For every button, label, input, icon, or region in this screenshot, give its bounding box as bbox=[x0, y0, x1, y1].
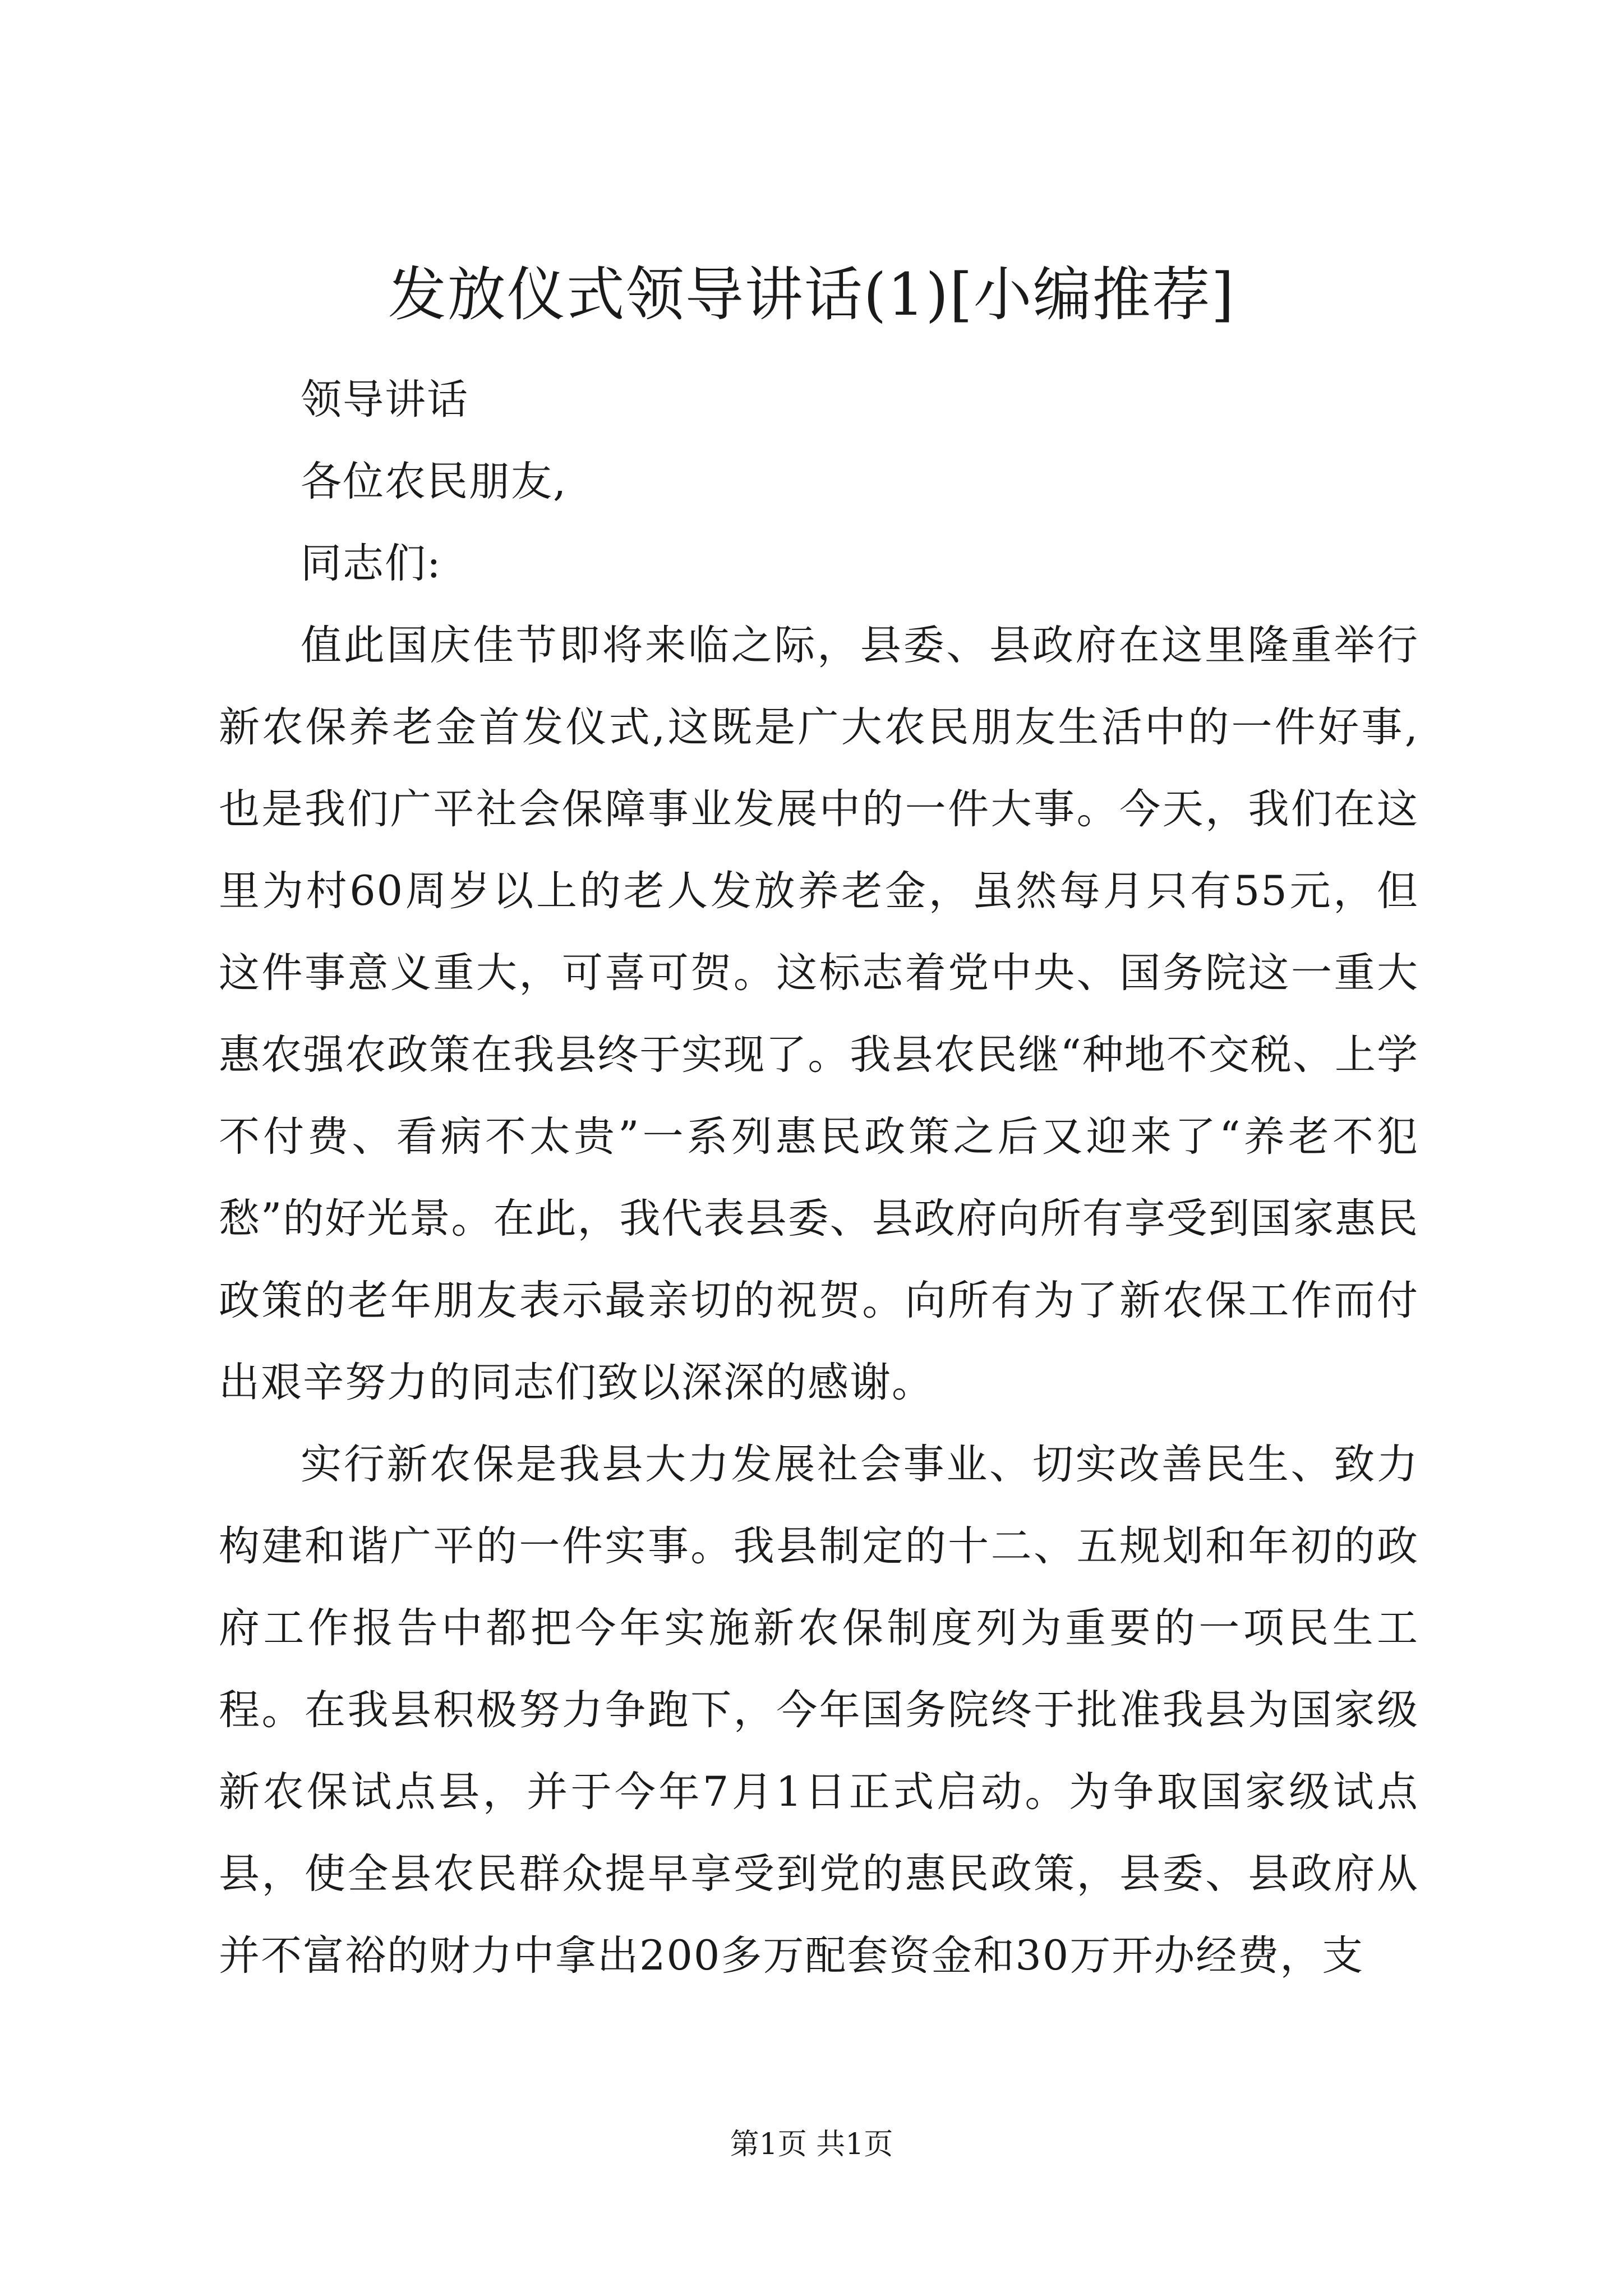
paragraph-salutation: 各位农民朋友, bbox=[301, 458, 568, 505]
document-title: 发放仪式领导讲话(1)[小编推荐] bbox=[388, 260, 1235, 329]
paragraph-heading: 领导讲话 bbox=[301, 376, 469, 424]
paragraph-body-2: 实行新农保是我县大力发展社会事业、切实改善民生、致力构建和谐广平的一件实事。我县制定的十二、五规划和年初的政府工作报告中都把今年实施新农保制度列为重要的一项民生工程。在我县积极努力争跑下，今年国务院终于批准我县为国家级新农保试点县，并于今年7月1日正式启动。为争取国家级试点县，使全县农民群众提早享受到党的惠民政策，县委、县政府从并不富裕的财力中拿出200多万配套资金和30万开办经费，支 bbox=[219, 1441, 1419, 1980]
paragraph-body-1: 值此国庆佳节即将来临之际，县委、县政府在这里隆重举行新农保养老金首发仪式,这既是广大农民朋友生活中的一件好事,也是我们广平社会保障事业发展中的一件大事。今天，我们在这里为村60周岁以上的老人发放养老金，虽然每月只有55元，但这件事意义重大，可喜可贺。这标志着党中央、国务院这一重大惠农强农政策在我县终于实现了。我县农民继“种地不交税、上学不付费、看病不太贵”一系列惠民政策之后又迎来了“养老不犯愁”的好光景。在此，我代表县委、县政府向所有享受到国家惠民政策的老年朋友表示最亲切的祝贺。向所有为了新农保工作而付出艰辛努力的同志们致以深深的感谢。 bbox=[219, 622, 1419, 1406]
document-body bbox=[219, 359, 1419, 1997]
page-number-footer: 第1页 共1页 bbox=[730, 2128, 893, 2161]
paragraph-salutation-2: 同志们: bbox=[301, 540, 442, 587]
